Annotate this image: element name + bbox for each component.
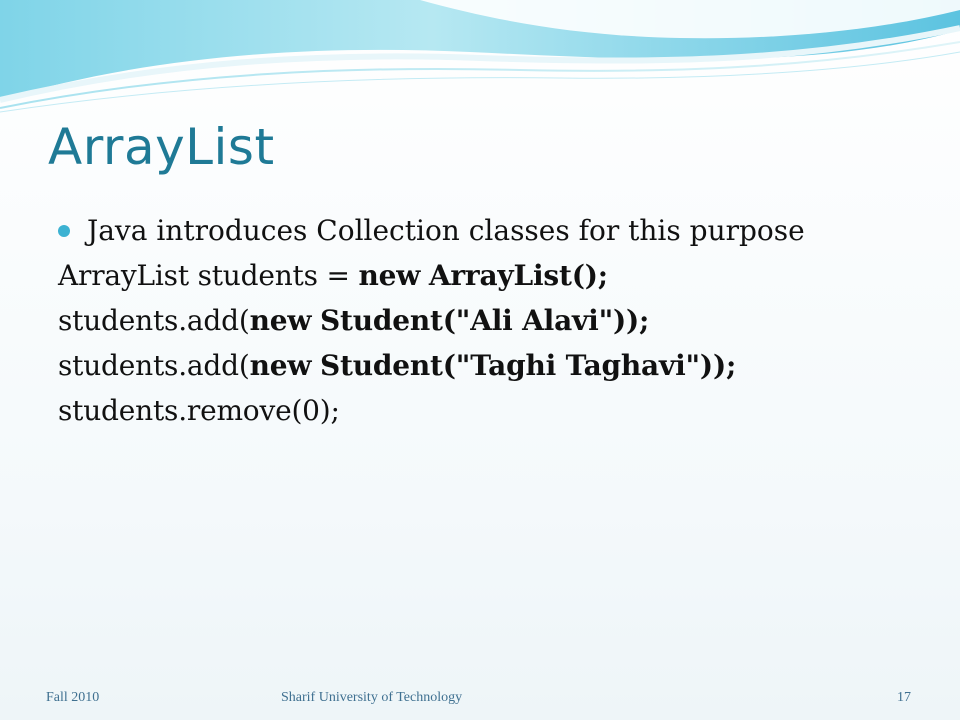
code-string: Taghi Taghavi — [470, 348, 686, 382]
code-line-3 — [58, 343, 938, 388]
footer-institution: Sharif University of Technology — [281, 690, 463, 705]
code-line-2 — [58, 298, 938, 343]
code-class: ArrayList(); — [428, 258, 608, 292]
bullet-dot-icon — [58, 225, 70, 237]
code-class: Student(" — [319, 303, 471, 337]
code-keyword: new — [249, 348, 312, 382]
code-class: Student(" — [319, 348, 471, 382]
code-text: ArrayList students = — [58, 258, 359, 292]
code-keyword: new — [249, 303, 312, 337]
code-line-4 — [58, 388, 938, 433]
code-end: ")); — [598, 303, 650, 337]
code-text: students.add( — [58, 303, 250, 337]
code-text: students.add( — [58, 348, 250, 382]
slide-content — [58, 208, 938, 433]
bullet-text: Java introduces Collection classes for this purpose — [87, 213, 805, 247]
code-text: students.remove(0); — [58, 393, 340, 427]
code-keyword: new — [358, 258, 421, 292]
code-end: ")); — [685, 348, 737, 382]
code-line-1 — [58, 253, 938, 298]
footer-page-number: 17 — [897, 690, 911, 705]
header-wave-decoration — [0, 0, 960, 120]
footer-date: Fall 2010 — [46, 690, 100, 705]
slide-title: ArrayList — [48, 118, 275, 176]
code-string: Ali Alavi — [470, 303, 599, 337]
bullet-item — [58, 208, 938, 253]
